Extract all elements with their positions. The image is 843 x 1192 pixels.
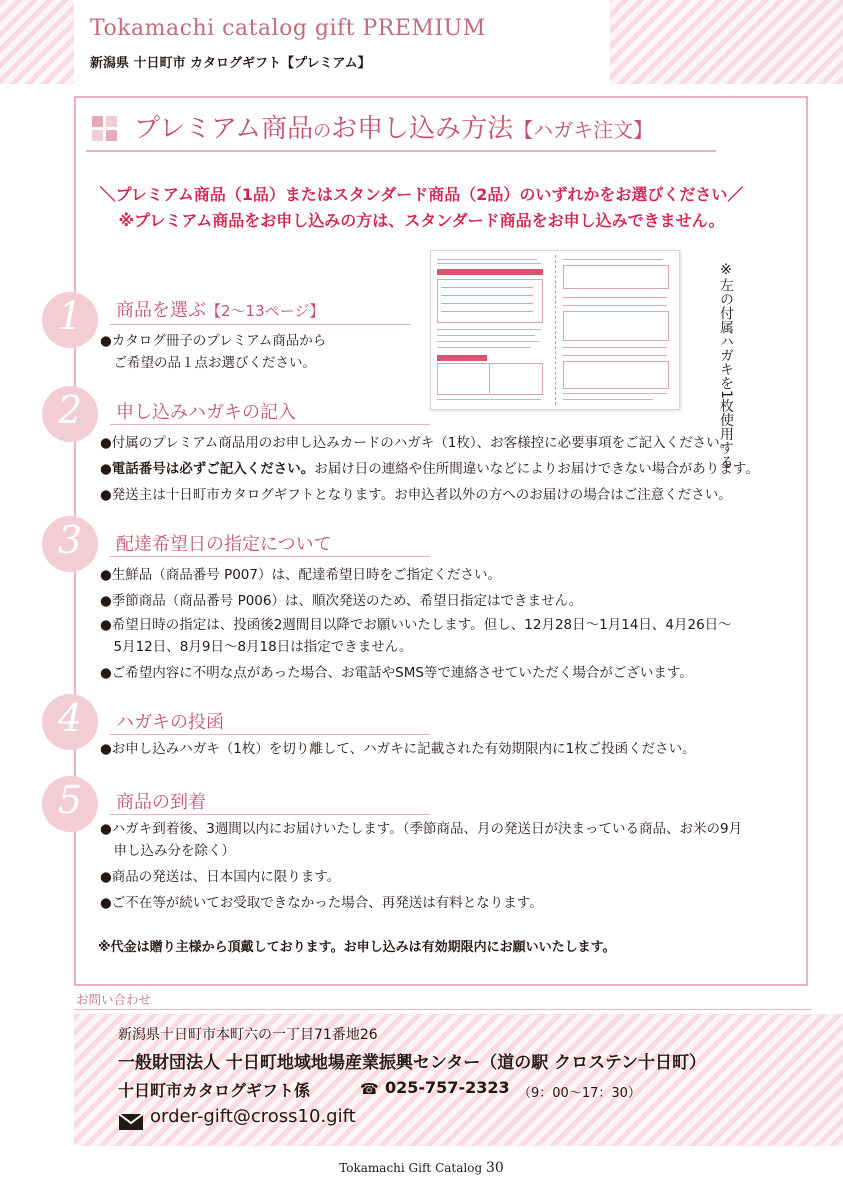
step-5-title: 商品の到着 — [116, 792, 206, 813]
postcard-form-left — [437, 257, 549, 403]
step-1-badge — [42, 292, 98, 348]
contact-label: お問い合わせ — [76, 992, 152, 1007]
contact-phone[interactable]: 025-757-2323 — [385, 1078, 510, 1097]
page-title-rest: お申し込み方法 — [331, 114, 514, 144]
step-4-number: 4 — [57, 696, 83, 740]
payment-footnote: ※代金は贈り主様から頂戴しております。お申し込みは有効期限内にお願いいたします。 — [98, 940, 616, 955]
phone-icon: ☎ — [360, 1080, 379, 1098]
postcard-note: ※左の付属ハガキを1枚使用する — [718, 262, 734, 469]
catalog-title: Tokamachi catalog gift PREMIUM — [90, 16, 486, 41]
catalog-subtitle: 新潟県 十日町市 カタログギフト【プレミアム】 — [90, 56, 371, 71]
step-3-badge — [42, 516, 98, 572]
step-4-title: ハガキの投函 — [116, 712, 224, 733]
step-1-title — [116, 296, 324, 322]
contact-address: 新潟県十日町市本町六の一丁目71番地26 — [118, 1027, 378, 1043]
header-panel — [74, 0, 610, 84]
plus-icon — [92, 116, 118, 142]
mail-icon — [118, 1113, 144, 1131]
step-1-pages: 【2～13ページ】 — [206, 302, 325, 320]
step-2-number: 2 — [57, 388, 83, 432]
step-3-line-2: ●季節商品（商品番号 P006）は、順次発送のため、希望日指定はできません。 — [100, 593, 583, 609]
page-title — [86, 106, 716, 152]
step-3-underline — [110, 556, 430, 557]
step-3-line-1: ●生鮮品（商品番号 P007）は、配達希望日時をご指定ください。 — [100, 567, 501, 583]
step-5-number: 5 — [57, 778, 83, 822]
step-3-line-5: ●ご希望内容に不明な点があった場合、お電話やSMS等で連絡させていただく場合がございます。 — [100, 665, 693, 681]
step-2-line-1: ●付属のプレミアム商品用のお申し込みカードのハガキ（1枚）、お客様控に必要事項をご記入ください。 — [100, 435, 734, 451]
page-title-tag: 【ハガキ注文】 — [513, 118, 654, 142]
step-5-line-1: ●ハガキ到着後、3週間以内にお届けいたします。（季節商品、月の発送日が決まっている商品、お米の9月 — [100, 821, 743, 837]
page-title-particle: の — [313, 121, 332, 142]
postcard-perforation — [555, 255, 556, 405]
phone-reason-text: お届け日の連絡や住所間違いなどによりお届けできない場合があります。 — [314, 461, 759, 477]
phone-required-text: 電話番号は必ずご記入ください。 — [111, 461, 315, 477]
step-1-underline — [110, 324, 410, 325]
step-3-number: 3 — [57, 518, 83, 562]
page-number: 30 — [485, 1160, 504, 1176]
footer-label: Tokamachi Gift Catalog — [339, 1161, 483, 1175]
contact-organization: 一般財団法人 十日町地域地場産業振興センター（道の駅 クロステン十日町） — [118, 1053, 706, 1073]
step-5-line-2: 申し込み分を除く） — [100, 843, 235, 859]
step-5-badge — [42, 776, 98, 832]
step-3-line-3: ●希望日時の指定は、投函後2週間目以降でお願いいたします。但し、12月28日～1月14日、4月26日～ — [100, 617, 732, 633]
step-2-line-2: ●電話番号は必ずご記入ください。お届け日の連絡や住所間違いなどによりお届けできない場合があります。 — [100, 461, 759, 477]
step-4-line-1: ●お申し込みハガキ（1枚）を切り離して、ハガキに記載された有効期限内に1枚ご投函ください。 — [100, 741, 696, 757]
selection-notice: ＼プレミアム商品（1品）またはスタンダード商品（2品）のいずれかをお選びください／ — [99, 185, 744, 204]
step-2-title: 申し込みハガキの記入 — [116, 402, 296, 423]
contact-department: 十日町市カタログギフト係 — [118, 1081, 311, 1100]
step-2-line-3: ●発送主は十日町市カタログギフトとなります。お申込者以外の方へのお届けの場合はご注意ください。 — [100, 487, 732, 503]
postcard-illustration — [430, 250, 680, 410]
contact-hours: （9：00～17：30） — [518, 1086, 641, 1101]
restriction-notice: ※プレミアム商品をお申し込みの方は、スタンダード商品をお申し込みできません。 — [118, 211, 725, 230]
step-1-title-text: 商品を選ぶ — [116, 300, 206, 321]
step-1-line-1: ●カタログ冊子のプレミアム商品から — [100, 333, 327, 349]
step-3-line-4: 5月12日、8月9日～8月18日は指定できません。 — [100, 639, 413, 655]
page-footer — [0, 1160, 843, 1176]
step-5-line-3: ●商品の発送は、日本国内に限ります。 — [100, 869, 341, 885]
step-4-underline — [110, 734, 430, 735]
page-title-main: プレミアム商品 — [134, 114, 314, 144]
step-2-badge — [42, 386, 98, 442]
step-1-number: 1 — [57, 294, 83, 338]
contact-divider — [74, 1009, 812, 1010]
step-5-line-4: ●ご不在等が続いてお受取できなかった場合、再発送は有料となります。 — [100, 895, 543, 911]
step-1-line-2: ご希望の品１点お選びください。 — [100, 355, 316, 371]
contact-email[interactable]: order-gift@cross10.gift — [150, 1106, 356, 1127]
step-5-underline — [110, 814, 430, 815]
page-title-text — [134, 108, 653, 145]
step-2-underline — [110, 424, 430, 425]
postcard-form-right — [563, 257, 671, 403]
step-3-title: 配達希望日の指定について — [116, 534, 332, 555]
step-4-badge — [42, 694, 98, 750]
